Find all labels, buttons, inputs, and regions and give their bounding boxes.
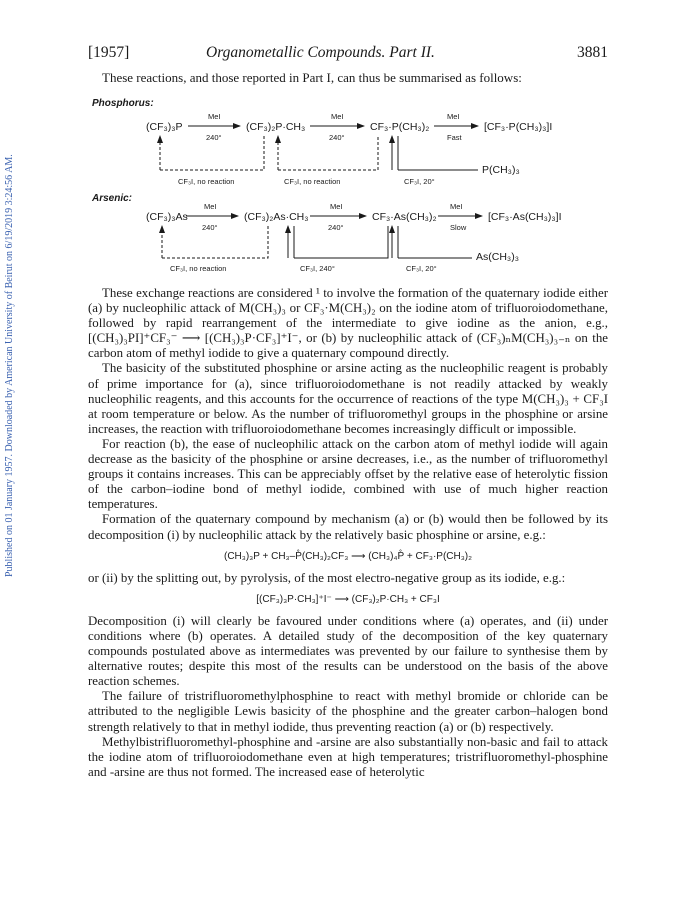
equation-2: [(CF₃)₃P·CH₃]⁺I⁻ ⟶ (CF₃)₂P·CH₃ + CF₃I bbox=[256, 593, 440, 605]
as-side-reagent: As(CH₃)₃ bbox=[476, 251, 519, 263]
phosphorus-scheme bbox=[88, 108, 608, 188]
paragraph-basicity: The basicity of the substituted phosphine or arsine acting as the nucleophilic reagent is probably of prime importance for (a), since trifluoroiodomethane is not readily attacked by weakly nucleophilic reagents, and this accounts for the occurrence of reactions of the type M(CH₃)₃ + CF₃I at room temperature or below. As the number of trifluoromethyl groups in the phosphine or arsine increases, the reaction with trifluoroiodomethane becomes increasingly difficult or impossible. bbox=[88, 361, 608, 436]
paragraph-reaction-b: For reaction (b), the ease of nucleophilic attack on the carbon atom of methyl iodide will again decrease as the basicity of the phosphine or arsine decreases, i.e., as the number of trifluoromethyl groups it contains increases. This can be appreciably offset by the relative ease of heterolytic fission of the carbon–iodine bond of methyl iodide, combined with use of much higher reaction temperatures. bbox=[88, 436, 608, 512]
p-arrow3-reagent: MeI bbox=[447, 112, 460, 121]
p-arrow1-reagent: MeI bbox=[208, 112, 221, 121]
paragraph-formation: Formation of the quaternary compound by mechanism (a) or (b) would then be followed by its decomposition (i) by nucleophilic attack by the relatively basic phosphine or arsine, e.g.: bbox=[88, 512, 608, 542]
header-title: Organometallic Compounds. Part II. bbox=[206, 44, 435, 61]
equation-1: (CH₃)₃P + CH₃–P̊(CH₃)₂CF₃ ⟶ (CH₃)₄P̊ + CF₃·P(CH₃)₂ bbox=[223, 550, 473, 562]
page-number: 3881 bbox=[577, 44, 608, 61]
p-side-reagent: P(CH₃)₃ bbox=[482, 164, 520, 176]
arsenic-scheme bbox=[88, 200, 608, 280]
p-note-1: CF₃I, no reaction bbox=[178, 177, 235, 186]
phosphorus-label: Phosphorus: bbox=[92, 98, 154, 109]
arsenic-label: Arsenic: bbox=[92, 193, 133, 204]
paragraph-failure: The failure of tristrifluoromethylphosphine to react with methyl bromide or chloride can be attributed to the negligible Lewis basicity of the phosphine and the greater carbon–halogen bond strength relatively to that in methyl iodide, thus preventing reaction (a) or (b) respectively. bbox=[88, 689, 608, 734]
article-body bbox=[88, 286, 608, 780]
intro-sentence: These reactions, and those reported in Part I, can thus be summarised as follows: bbox=[102, 70, 522, 85]
paragraph-exchange: These exchange reactions are considered ¹ to involve the formation of the quaternary iodide either (a) by nucleophilic attack of M(CH₃)₃ or CF₃·M(CH₃)₂ on the iodine atom of trifluoroiodomethane, followed by rapid rearrangement of the intermediate to give iodine as the anion, e.g., [(CH₃)₃PI]⁺CF₃⁻ ⟶ [(CH₃)₃P·CF₃]⁺I⁻, or (b) by nucleophilic attack of (CF₃)ₙM(CH₃)₃₋ₙ on the carbon atom of methyl iodide to give a quaternary compound directly. bbox=[88, 286, 608, 361]
running-header bbox=[88, 44, 608, 64]
p-note-3: CF₃I, 20° bbox=[404, 177, 435, 186]
p-species-3: CF₃·P(CH₃)₂ bbox=[370, 121, 430, 133]
p-arrow2-reagent: MeI bbox=[331, 112, 344, 121]
p-arrow2-condition: 240° bbox=[329, 133, 345, 142]
paragraph-decomposition: Decomposition (i) will clearly be favoured under conditions where (a) operates, and (ii) under conditions where (b) operates. A detailed study of the decomposition of the key quaternary compounds postulated above as intermediates was prevented by our failure to synthesise them by alternative routes; despite this most of the results can be understood on the basis of the above reaction schemes. bbox=[88, 613, 608, 689]
as-arrow3-condition: Slow bbox=[450, 223, 467, 232]
as-arrow1-condition: 240° bbox=[202, 223, 218, 232]
download-watermark: Published on 01 January 1957. Downloaded by American University of Beirut on 6/19/2019 3:24:56 AM. bbox=[4, 154, 15, 578]
paragraph-methylbis: Methylbistrifluoromethyl-phosphine and -arsine are also substantially non-basic and fail to attack the iodine atom of trifluoroiodomethane even at high temperatures; tristrifluoromethyl-phosphine and -arsine are thus not formed. The increased ease of heterolytic bbox=[88, 734, 608, 779]
as-species-1: (CF₃)₃As bbox=[146, 211, 188, 223]
as-species-2: (CF₃)₂As·CH₃ bbox=[244, 211, 309, 223]
as-arrow3-reagent: MeI bbox=[450, 202, 463, 211]
as-arrow2-reagent: MeI bbox=[330, 202, 343, 211]
as-arrow1-reagent: MeI bbox=[204, 202, 217, 211]
p-species-4: [CF₃·P(CH₃)₃]I bbox=[484, 121, 553, 133]
as-note-3: CF₃I, 20° bbox=[406, 264, 437, 273]
p-arrow1-condition: 240° bbox=[206, 133, 222, 142]
header-year: [1957] bbox=[88, 44, 130, 61]
p-species-1: (CF₃)₃P bbox=[146, 121, 183, 133]
as-species-3: CF₃·As(CH₃)₂ bbox=[372, 211, 437, 223]
as-species-4: [CF₃·As(CH₃)₃]I bbox=[488, 211, 562, 223]
as-note-1: CF₃I, no reaction bbox=[170, 264, 227, 273]
as-arrow2-condition: 240° bbox=[328, 223, 344, 232]
p-note-2: CF₃I, no reaction bbox=[284, 177, 341, 186]
p-arrow3-condition: Fast bbox=[447, 133, 462, 142]
as-note-2: CF₃I, 240° bbox=[300, 264, 335, 273]
p-species-2: (CF₃)₂P·CH₃ bbox=[246, 121, 306, 133]
paragraph-splitting: or (ii) by the splitting out, by pyrolysis, of the most electro-negative group as its iodide, e.g.: bbox=[88, 570, 566, 585]
